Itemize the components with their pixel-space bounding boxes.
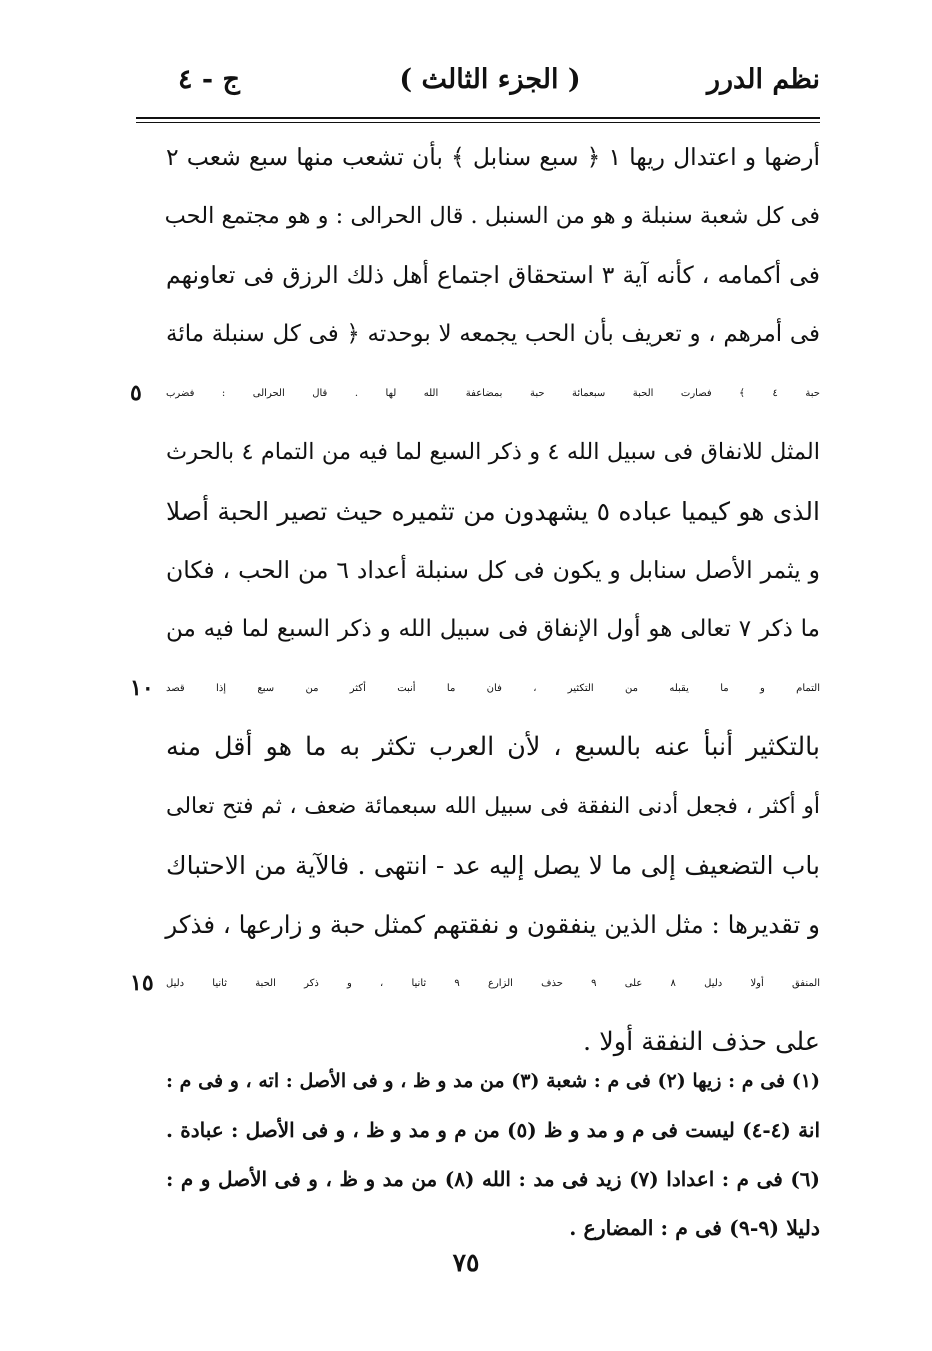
text-line: حبة ٤ ﴾ فصارت الحبة سبعمائة حبة بمضاعفة الله لها . قال الحرالى : فضرب ٥ [166,364,820,423]
text-line: بالتكثير أنبأ عنه بالسبع ، لأن العرب تكثر به ما هو أقل منه [166,732,820,762]
line-number: ٥ [130,380,142,406]
text-line: الذى هو كيميا عباده ٥ يشهدون من تثميره حيث تصير الحبة أصلا [166,497,820,526]
book-title: نظم الدرر [706,64,820,95]
text-line: التمام و ما يقبله من التكثير ، فان ما أنبت أكثر من سبع إذا قصد ١٠ [166,659,820,718]
page-number: ٧٥ [452,1248,480,1277]
footnote-line: انة (٤-٤) ليست فى م و مد و ظ (٥) من م و مد و ظ ، و فى الأصل : عبادة . [166,1118,820,1142]
footnotes [166,1057,820,1253]
header-divider [136,117,820,119]
line-number: ١٥ [130,970,154,996]
text-line: أو أكثر ، فجعل أدنى النفقة فى سبيل الله سبعمائة ضعف ، ثم فتح تعالى [166,794,820,819]
text-line: فى أكمامه ، كأنه آية ٣ استحقاق اجتماع أهل ذلك الرزق فى تعاونهم [166,261,820,289]
text-line: فى كل شعبة سنبلة و هو من السنبل . قال الحرالى : و هو مجتمع الحب [164,203,820,229]
volume-number: ج - ٤ [178,64,240,95]
text-line: و يثمر الأصل سنابل و يكون فى كل سنبلة أعداد ٦ من الحب ، فكان [166,556,820,584]
header-divider-thin [136,122,820,123]
text-line: فى أمرهم ، و تعريف بأن الحب يجمعه لا بوحدته ﴿ فى كل سنبلة مائة [166,321,820,347]
line-number: ١٠ [130,675,154,701]
footnote-line: (١) فى م : زيها (٢) فى م : شعبة (٣) من مد و ظ ، و فى الأصل : اته ، و فى م : [166,1070,820,1092]
text-line: باب التضعيف إلى ما لا يصل إليه عد - انتهى . فالآية من الاحتباك [166,851,820,880]
text-line: المنفق أولا دليل ٨ على ٩ حذف الزارع ٩ ثانيا ، و ذكر الحبة ثانيا دليل ١٥ [166,954,820,1013]
text-line: ما ذكر ٧ تعالى هو أول الإنفاق فى سبيل الله و ذكر السبع لما فيه من [166,616,820,642]
main-text [130,128,821,1072]
text-line: و تقديرها : مثل الذين ينفقون و نفقتهم كمثل حبة و زارعها ، فذكر [165,910,820,939]
text-line: المثل للانفاق فى سبيل الله ٤ و ذكر السبع لما فيه من التمام ٤ بالحرث [166,439,820,465]
text-line: على حذف النفقة أولا . [583,1027,820,1057]
footnote-line: دليلا (٩-٩) فى م : المضارع . [569,1216,820,1240]
text-line: أرضها و اعتدال ريها ١ ﴿ سبع سنابل ﴾ بأن تشعب منها سبع شعب ٢ [166,143,821,171]
footnote-line: (٦) فى م : اعدادا (٧) زيد فى مد : الله (٨) من مد و ظ ، و فى الأصل و م : [166,1167,821,1191]
running-header [160,64,820,108]
part-title: ( الجزء الثالث ) [399,64,581,95]
